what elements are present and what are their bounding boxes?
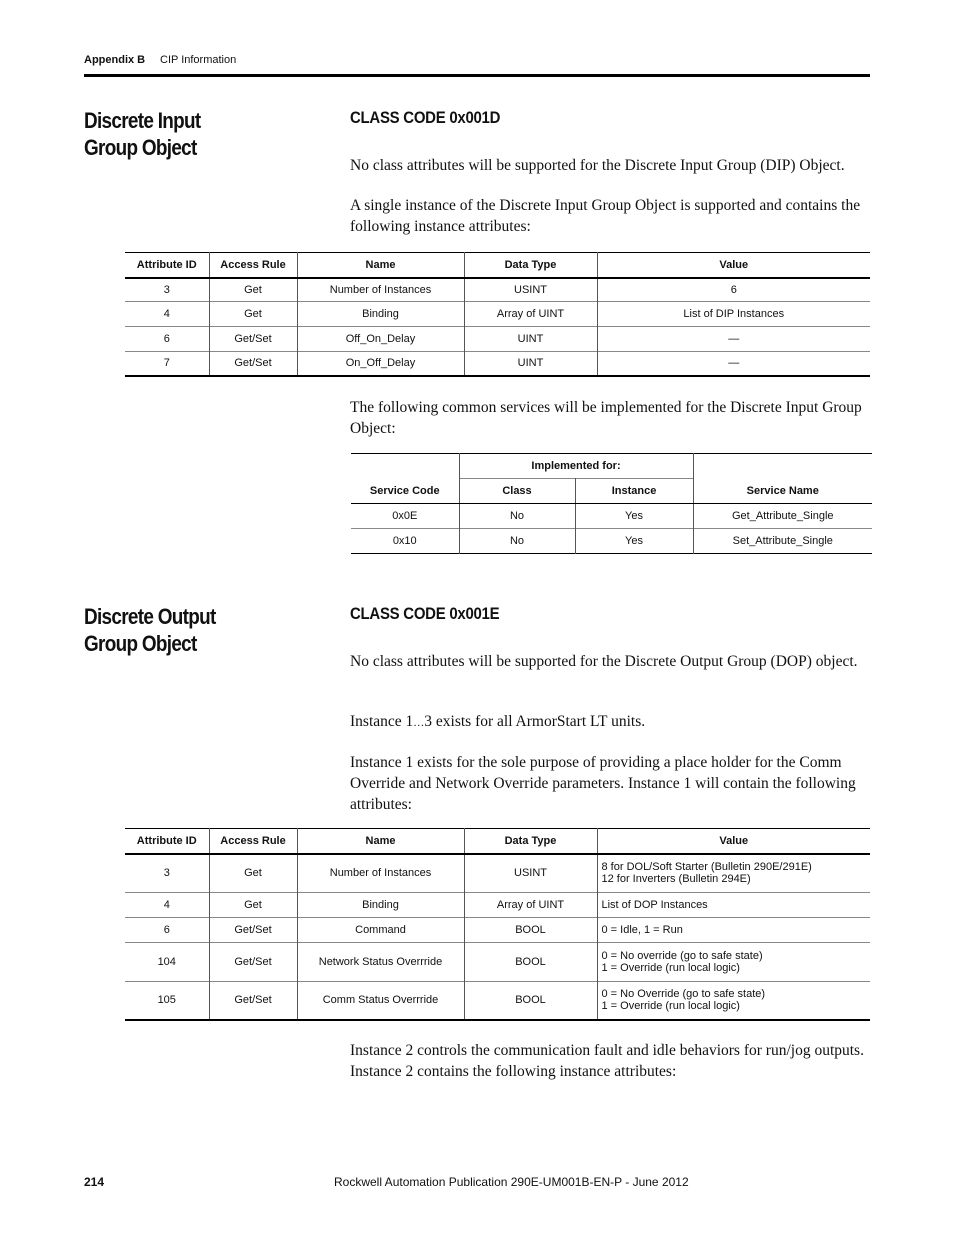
table-row: 3 Get Number of Instances USINT 6 bbox=[125, 278, 870, 302]
dip-services-table bbox=[351, 453, 872, 554]
col-data-type: Data Type bbox=[464, 253, 597, 278]
col-attribute-id: Attribute ID bbox=[125, 829, 209, 854]
chapter-label: CIP Information bbox=[160, 54, 237, 66]
page-number: 214 bbox=[84, 1175, 105, 1189]
dip-para-single-instance: A single instance of the Discrete Input Group Object is supported and contains the following instance attributes: bbox=[350, 197, 861, 235]
table-row: 104 Get/Set Network Status Overrride BOOL 0 = No override (go to safe state) 1 = Override (run local logic) bbox=[125, 943, 870, 982]
col-data-type: Data Type bbox=[464, 829, 597, 854]
table-row: 0x10 No Yes Set_Attribute_Single bbox=[351, 529, 872, 554]
dip-para-common-services: The following common services will be implemented for the Discrete Input Group Object: bbox=[350, 399, 862, 437]
class-code-heading-dop: CLASS CODE 0x001E bbox=[350, 604, 500, 623]
publication-footer: Rockwell Automation Publication 290E-UM001B-EN-P - June 2012 bbox=[334, 1175, 689, 1189]
table-row: 4 Get Binding Array of UINT List of DOP Instances bbox=[125, 893, 870, 918]
appendix-label: Appendix B bbox=[84, 54, 146, 66]
table-row: 6 Get/Set Command BOOL 0 = Idle, 1 = Run bbox=[125, 918, 870, 943]
col-name: Name bbox=[297, 253, 464, 278]
col-access-rule: Access Rule bbox=[209, 253, 297, 278]
col-attribute-id: Attribute ID bbox=[125, 253, 209, 278]
dop-para-instance2: Instance 2 controls the communication fault and idle behaviors for run/jog outputs. Instance 2 contains the following instance attributes: bbox=[350, 1042, 864, 1080]
table-row: 0x0E No Yes Get_Attribute_Single bbox=[351, 504, 872, 529]
table-row: 7 Get/Set On_Off_Delay UINT — bbox=[125, 352, 870, 376]
col-service-code: Service Code bbox=[351, 454, 459, 504]
dop-attributes-table bbox=[125, 828, 870, 1021]
section-title-discrete-output: Discrete Output Group Object bbox=[84, 604, 216, 656]
table-header-row bbox=[125, 829, 870, 854]
table-row: 3 Get Number of Instances USINT 8 for DOL/Soft Starter (Bulletin 290E/291E) 12 for Inverters (Bulletin 294E) bbox=[125, 854, 870, 893]
dop-para-instances: Instance 1…3 exists for all ArmorStart LT units. bbox=[350, 713, 646, 730]
col-instance: Instance bbox=[575, 479, 693, 504]
dop-para-instance1: Instance 1 exists for the sole purpose of providing a place holder for the Comm Override and Network Override parameters. Instance 1 will contain the following attributes: bbox=[350, 754, 856, 813]
header-rule bbox=[84, 74, 870, 77]
dip-para-no-class-attributes: No class attributes will be supported for the Discrete Input Group (DIP) Object. bbox=[350, 157, 845, 174]
col-name: Name bbox=[297, 829, 464, 854]
table-row: 105 Get/Set Comm Status Overrride BOOL 0 = No Override (go to safe state) 1 = Override (run local logic) bbox=[125, 982, 870, 1020]
table-row: 4 Get Binding Array of UINT List of DIP Instances bbox=[125, 302, 870, 327]
col-class: Class bbox=[459, 479, 575, 504]
col-access-rule: Access Rule bbox=[209, 829, 297, 854]
section-title-discrete-input: Discrete Input Group Object bbox=[84, 108, 201, 160]
dip-attributes-table bbox=[125, 252, 870, 377]
col-value: Value bbox=[597, 829, 870, 854]
col-value: Value bbox=[597, 253, 870, 278]
table-header-row bbox=[125, 253, 870, 278]
dop-para-no-class-attributes: No class attributes will be supported for the Discrete Output Group (DOP) object. bbox=[350, 653, 858, 670]
col-service-name: Service Name bbox=[693, 454, 872, 504]
class-code-heading-dip: CLASS CODE 0x001D bbox=[350, 108, 501, 127]
col-implemented-for: Implemented for: bbox=[459, 454, 693, 479]
table-row: 6 Get/Set Off_On_Delay UINT — bbox=[125, 327, 870, 352]
